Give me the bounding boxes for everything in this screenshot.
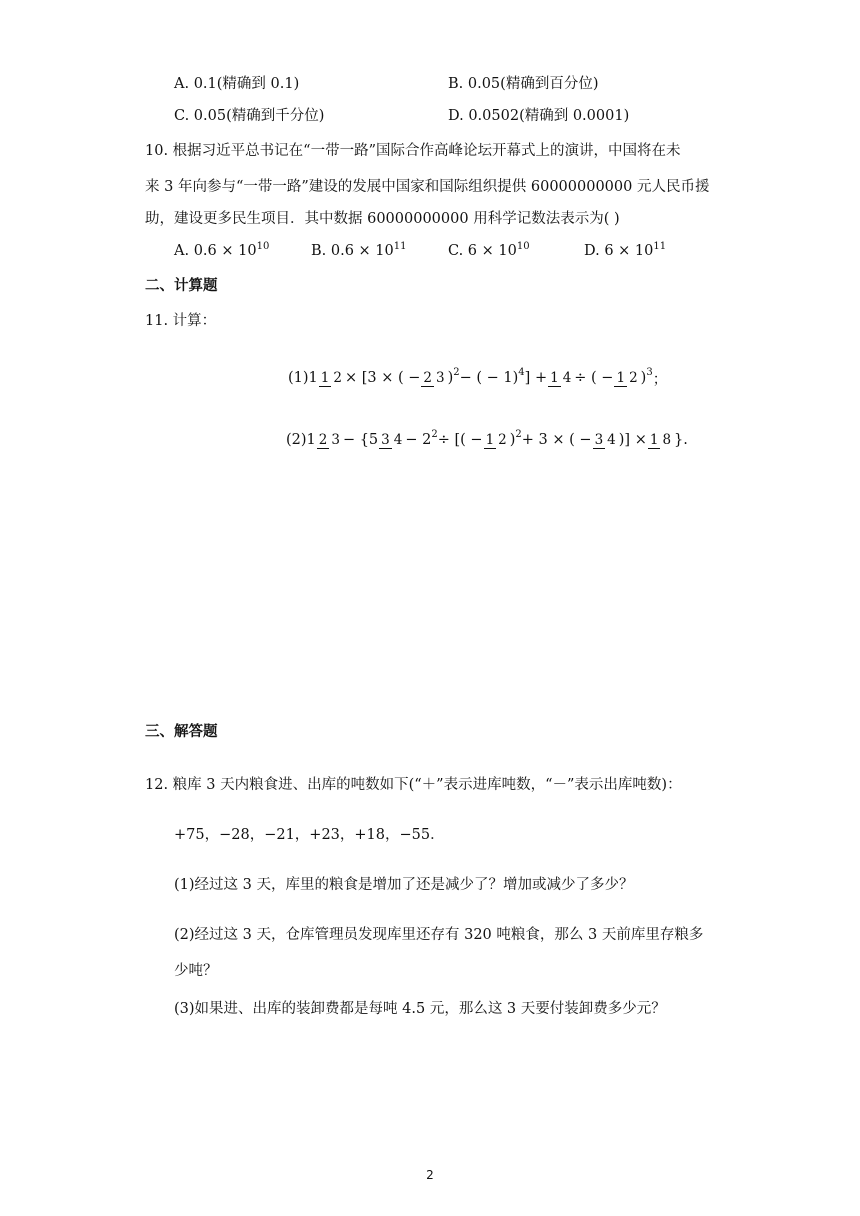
fraction bbox=[317, 432, 342, 449]
math-text: ； bbox=[652, 371, 668, 388]
numerator: 3 bbox=[381, 431, 390, 448]
math-text: )] × bbox=[618, 432, 647, 448]
option-key: D. bbox=[448, 108, 464, 124]
denominator: 3 bbox=[331, 431, 340, 448]
denominator: 3 bbox=[435, 369, 445, 386]
q10-line-1: 10. 根据习近平总书记在“一带一路”国际合作高峰论坛开幕式上的演讲，中国将在未 bbox=[145, 143, 681, 159]
numerator: 2 bbox=[423, 369, 432, 386]
fraction bbox=[379, 432, 404, 449]
math-text: − 2 bbox=[405, 432, 432, 448]
q10-option-a bbox=[174, 241, 269, 263]
denominator: 2 bbox=[629, 369, 638, 386]
q12-data: +75，−28，−21，+23，+18，−55． bbox=[174, 827, 445, 843]
denominator: 8 bbox=[662, 431, 672, 448]
option-key: A. bbox=[174, 76, 190, 92]
math-text: × [3 × ( − bbox=[344, 370, 421, 386]
fraction bbox=[648, 432, 673, 449]
numerator: 2 bbox=[318, 431, 328, 448]
option-key: A. bbox=[174, 243, 190, 259]
exponent: 2 bbox=[453, 366, 460, 378]
numerator: 1 bbox=[649, 431, 659, 448]
math-text: ) bbox=[640, 370, 647, 386]
q10-option-c bbox=[448, 241, 530, 263]
numerator: 1 bbox=[550, 369, 559, 386]
fraction bbox=[614, 370, 639, 387]
q11-part-2-expression bbox=[286, 418, 688, 462]
q11-part-1-expression bbox=[288, 356, 667, 400]
math-text: ] + bbox=[524, 370, 548, 386]
exponent: 2 bbox=[431, 428, 438, 440]
q9-option-d bbox=[448, 106, 629, 126]
option-base: 6 × 10 bbox=[467, 243, 517, 259]
option-base: 0.6 × 10 bbox=[330, 243, 394, 259]
option-key: C. bbox=[448, 243, 464, 259]
option-base: 0.6 × 10 bbox=[193, 243, 257, 259]
fraction bbox=[319, 370, 344, 387]
option-text: 0.0502(精确到 0.0001) bbox=[468, 108, 630, 124]
fraction bbox=[421, 370, 446, 387]
fraction bbox=[484, 432, 509, 449]
option-key: D. bbox=[584, 243, 600, 259]
exponent: 3 bbox=[646, 366, 653, 378]
q12-sub-2-line-1: (2)经过这 3 天，仓库管理员发现库里还存有 320 吨粮食，那么 3 天前库里存粮多 bbox=[174, 927, 704, 943]
q12-sub-3: (3)如果进、出库的装卸费都是每吨 4.5 元，那么这 3 天要付装卸费多少元？ bbox=[174, 1001, 666, 1017]
option-text: 0.05(精确到千分位) bbox=[193, 108, 325, 124]
denominator: 2 bbox=[498, 431, 507, 448]
page-number: 2 bbox=[426, 1168, 434, 1182]
q10-line-2: 来 3 年向参与“一带一路”建设的发展中国家和国际组织提供 60000000000 元人民币援 bbox=[145, 179, 710, 195]
section-heading-answer: 三、解答题 bbox=[145, 724, 218, 740]
numerator: 3 bbox=[594, 431, 604, 448]
math-text: ) bbox=[447, 370, 454, 386]
option-exponent: 10 bbox=[516, 241, 530, 252]
option-key: B. bbox=[448, 76, 464, 92]
option-exponent: 11 bbox=[653, 241, 667, 252]
math-text: }. bbox=[674, 432, 688, 448]
q10-option-d bbox=[584, 241, 666, 263]
math-text: (1)1 bbox=[288, 370, 318, 386]
section-heading-calculation: 二、计算题 bbox=[145, 278, 218, 294]
q12-stem: 12. 粮库 3 天内粮食进、出库的吨数如下(“＋”表示进库吨数，“－”表示出库吨数)： bbox=[145, 777, 682, 793]
math-text: ) bbox=[509, 432, 516, 448]
numerator: 1 bbox=[485, 431, 495, 448]
math-text: ÷ [( − bbox=[437, 432, 483, 448]
math-text: − {5 bbox=[342, 432, 379, 448]
q10-line-3: 助，建设更多民生项目．其中数据 60000000000 用科学记数法表示为( ) bbox=[145, 211, 620, 227]
q11-stem: 11. 计算： bbox=[145, 313, 217, 329]
math-text: (2)1 bbox=[286, 432, 316, 448]
math-text: − ( − 1) bbox=[459, 370, 519, 386]
numerator: 1 bbox=[616, 369, 626, 386]
option-text: 0.05(精确到百分位) bbox=[467, 76, 599, 92]
option-exponent: 10 bbox=[256, 241, 270, 252]
fraction bbox=[593, 432, 618, 449]
option-base: 6 × 10 bbox=[604, 243, 654, 259]
option-text: 0.1(精确到 0.1) bbox=[193, 76, 300, 92]
q10-option-b bbox=[311, 241, 407, 263]
denominator: 2 bbox=[333, 369, 342, 386]
denominator: 4 bbox=[562, 369, 572, 386]
q12-sub-1: (1)经过这 3 天，库里的粮食是增加了还是减少了？增加或减少了多少？ bbox=[174, 877, 634, 893]
denominator: 4 bbox=[607, 431, 616, 448]
exponent: 2 bbox=[515, 428, 522, 440]
denominator: 4 bbox=[393, 431, 403, 448]
option-key: B. bbox=[311, 243, 327, 259]
exponent: 4 bbox=[518, 366, 525, 378]
q9-option-b bbox=[448, 74, 598, 94]
option-key: C. bbox=[174, 108, 190, 124]
option-exponent: 11 bbox=[393, 241, 407, 252]
q9-option-c bbox=[174, 106, 324, 126]
numerator: 1 bbox=[320, 369, 330, 386]
math-text: ÷ ( − bbox=[574, 370, 614, 386]
q9-option-a bbox=[174, 74, 299, 94]
math-text: + 3 × ( − bbox=[521, 432, 592, 448]
q12-sub-2-line-2: 少吨？ bbox=[174, 963, 218, 979]
fraction bbox=[548, 370, 573, 387]
